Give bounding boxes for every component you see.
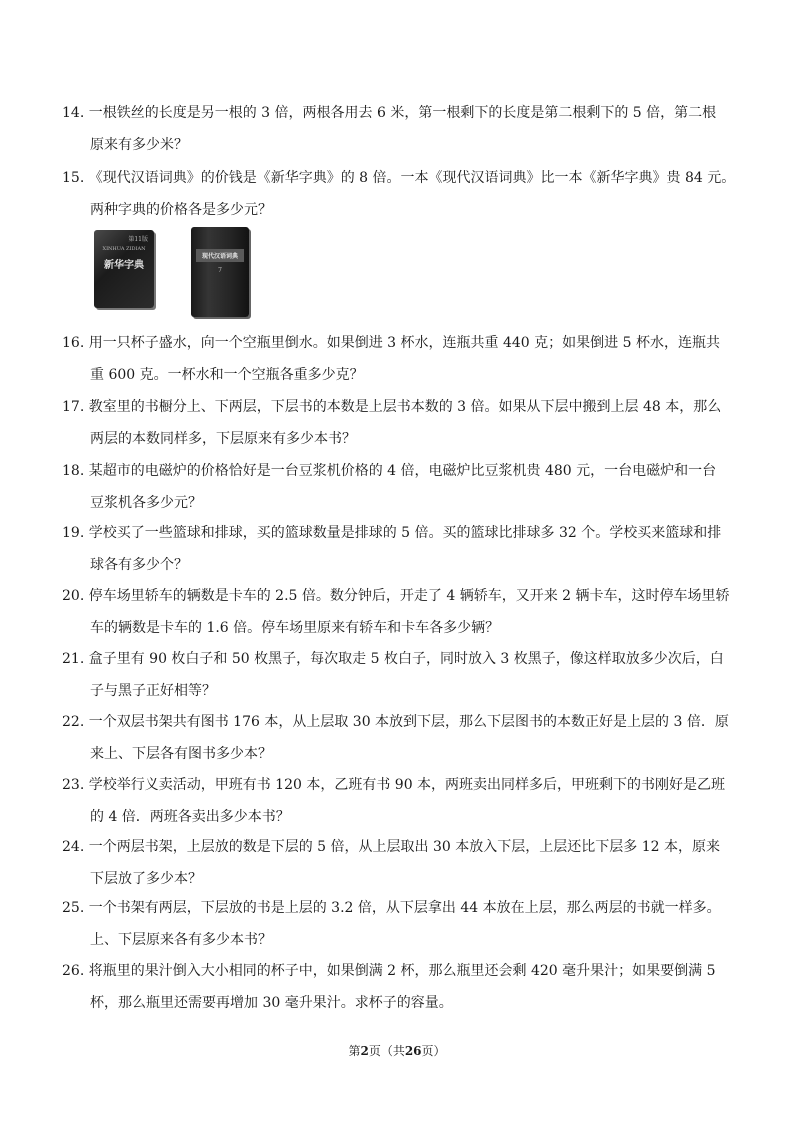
- problem-number: 23.: [62, 777, 85, 793]
- problem-text: 《现代汉语词典》的价钱是《新华字典》的 8 倍。一本《现代汉语词典》比一本《新华字典》贵 84 元。: [88, 170, 736, 186]
- problem-text: 球各有多少个？: [90, 557, 188, 573]
- problem-text: 车的辆数是卡车的 1.6 倍。停车场里原来有轿车和卡车各多少辆？: [90, 620, 500, 636]
- problem-text: 一个书架有两层，下层放的书是上层的 3.2 倍，从下层拿出 44 本放在上层，那么两层的书就一样多。: [88, 900, 721, 916]
- total-page-count: 26: [404, 1044, 422, 1058]
- problem-text: 将瓶里的果汁倒入大小相同的杯子中，如果倒满 2 杯，那么瓶里还会剩 420 毫升果汁；如果要倒满 5: [88, 963, 716, 979]
- problem-text: 学校举行义卖活动，甲班有书 120 本，乙班有书 90 本，两班卖出同样多后，甲班剩下的书刚好是乙班: [88, 777, 726, 793]
- problem-number: 19.: [62, 525, 85, 541]
- problem-number: 14.: [62, 105, 85, 121]
- page-footer: 第2页（共26页）: [348, 1044, 446, 1058]
- problem-text: 一根铁丝的长度是另一根的 3 倍，两根各用去 6 米，第一根剩下的长度是第二根剩下的 5 倍，第二根: [88, 105, 717, 121]
- problem-text: 某超市的电磁炉的价格恰好是一台豆浆机价格的 4 倍，电磁炉比豆浆机贵 480 元，一台电磁炉和一台: [88, 463, 717, 479]
- problem-text: 重 600 克。一杯水和一个空瓶各重多少克？: [90, 367, 364, 383]
- problem-text: 两种字典的价格各是多少元？: [90, 202, 272, 218]
- problem-number: 20.: [62, 588, 85, 604]
- book-subtitle: XINHUA ZIDIAN: [102, 246, 146, 252]
- problem-text: 来上、下层各有图书多少本？: [90, 746, 272, 762]
- problem-text: 停车场里轿车的辆数是卡车的 2.5 倍。数分钟后，开走了 4 辆轿车，又开来 2 辆卡车，这时停车场里轿: [88, 588, 730, 604]
- problem-text: 杯，那么瓶里还需要再增加 30 毫升果汁。求杯子的容量。: [90, 995, 453, 1011]
- problem-text: 一个两层书架，上层放的数是下层的 5 倍，从上层取出 30 本放入下层，上层还比下层多 12 本，原来: [88, 839, 720, 855]
- problem-text: 一个双层书架共有图书 176 本，从上层取 30 本放到下层，那么下层图书的本数正好是上层的 3 倍．原: [88, 714, 729, 730]
- problem-text: 学校买了一些篮球和排球，买的篮球数量是排球的 5 倍。买的篮球比排球多 32 个。学校买来篮球和排: [88, 525, 722, 541]
- book-edition: 7: [218, 267, 222, 274]
- xinhua-dictionary-image: [94, 230, 154, 308]
- book-edition: 第11版: [128, 236, 148, 243]
- problem-text: 的 4 倍．两班各卖出多少本书？: [90, 809, 290, 825]
- current-page-number: 2: [360, 1044, 369, 1058]
- problem-text: 下层放了多少本？: [90, 871, 202, 887]
- problem-number: 21.: [62, 651, 85, 667]
- problem-number: 17.: [62, 399, 85, 415]
- problem-text: 盒子里有 90 枚白子和 50 枚黑子，每次取走 5 枚白子，同时放入 3 枚黑子，像这样取放多少次后，白: [88, 651, 724, 667]
- problem-text: 两层的本数同样多，下层原来有多少本书？: [90, 431, 356, 447]
- problem-number: 24.: [62, 839, 85, 855]
- problem-number: 26.: [62, 963, 85, 979]
- problem-number: 22.: [62, 714, 85, 730]
- modern-chinese-dictionary-image: [191, 227, 249, 317]
- problem-text: 原来有多少米？: [90, 137, 188, 153]
- book-title: 现代汉语词典: [196, 249, 244, 262]
- problem-number: 18.: [62, 463, 85, 479]
- problem-number: 15.: [62, 170, 85, 186]
- problem-text: 教室里的书橱分上、下两层，下层书的本数是上层书本数的 3 倍。如果从下层中搬到上层 48 本，那么: [88, 399, 722, 415]
- problem-text: 用一只杯子盛水，向一个空瓶里倒水。如果倒进 3 杯水，连瓶共重 440 克；如果倒进 5 杯水，连瓶共: [88, 335, 720, 351]
- problem-number: 16.: [62, 335, 85, 351]
- book-title: 新华字典: [104, 260, 144, 271]
- problem-number: 25.: [62, 900, 85, 916]
- problem-text: 子与黑子正好相等？: [90, 683, 216, 699]
- problem-text: 豆浆机各多少元？: [90, 495, 202, 511]
- problem-text: 上、下层原来各有多少本书？: [90, 932, 272, 948]
